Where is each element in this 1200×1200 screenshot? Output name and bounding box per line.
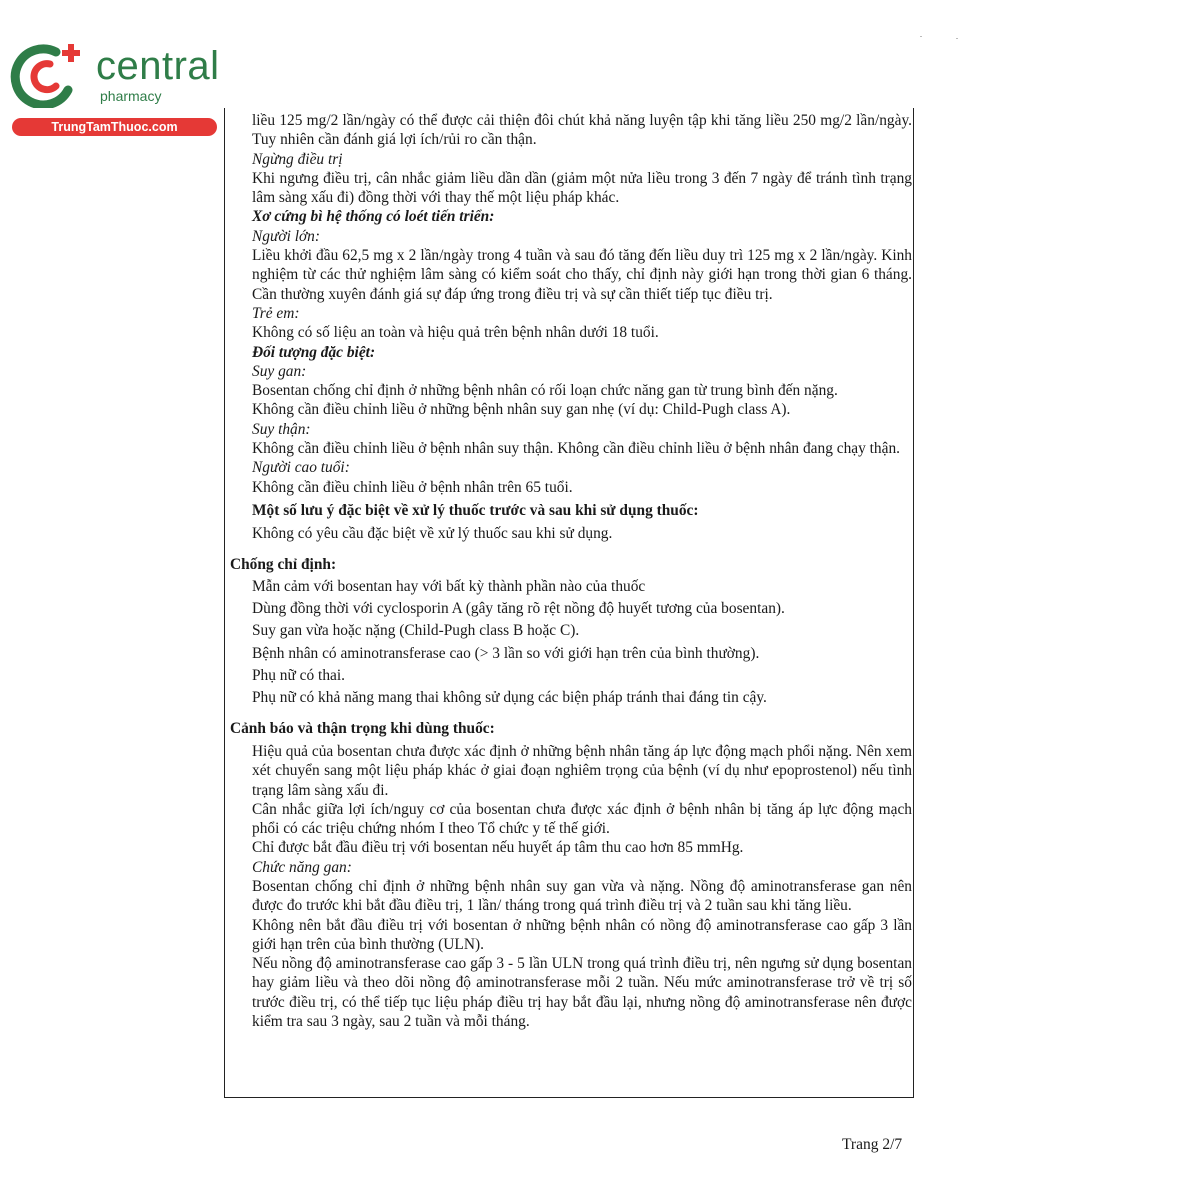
warning-text-2: Cân nhắc giữa lợi ích/nguy cơ của bosentan chưa được xác định ở bệnh nhân bị tăng áp lực động mạch phổi có các triệu chứng nhóm I theo Tổ chức y tế thế giới. (252, 800, 912, 838)
pharmacy-logo-icon (10, 40, 90, 108)
liver-function-text-3: Nếu nồng độ aminotransferase cao gấp 3 - 5 lần ULN trong quá trình điều trị, nên ngưng sử dụng bosentan hay giảm liều và theo dõi nồng độ aminotransferase mỗi 2 tuần. Nếu mức aminotransferase trở về trị số trước điều trị, có thể tiếp tục liệu pháp điều trị hay bắt đầu lại, nhưng nồng độ aminotransferase nên được kiểm tra sau 3 ngày, sau 2 tuần và mỗi tháng. (252, 955, 912, 1031)
elderly-text: Không cần điều chỉnh liều ở bệnh nhân trên 65 tuổi. (252, 478, 573, 496)
page-number: Trang 2/7 (842, 1136, 903, 1153)
brand-url-badge[interactable]: TrungTamThuoc.com (12, 118, 217, 136)
contraindication-item: Mẫn cảm với bosentan hay với bất kỳ thành phần nào của thuốc (252, 577, 646, 595)
warning-text-1: Hiệu quả của bosentan chưa được xác định ở những bệnh nhân tăng áp lực động mạch phổi nặng. Nên xem xét chuyển sang một liệu pháp khác ở giai đoạn nghiêm trọng của bệnh (ví dụ như epoprostenol) nếu tình trạng lâm sàng xấu đi. (252, 742, 912, 799)
scan-mark (920, 36, 922, 37)
document-body (230, 111, 912, 1031)
dosage-continued-text: liều 125 mg/2 lần/ngày có thể được cải thiện đôi chút khả năng luyện tập khi tăng liều 250 mg/2 lần/ngày. Tuy nhiên cần đánh giá lợi ích/rủi ro cần thận. (252, 112, 912, 149)
central-pharmacy-logo[interactable] (10, 38, 220, 138)
stop-treatment-text: Khi ngưng điều trị, cân nhắc giảm liều dần dần (giảm một nửa liều trong 3 đến 7 ngày để tránh tình trạng lâm sàng xấu đi) đồng thời với thay thế một liệu pháp khác. (252, 169, 912, 207)
hepatic-impairment-text-2: Không cần điều chỉnh liều ở những bệnh nhân suy gan nhẹ (ví dụ: Child-Pugh class A). (252, 401, 791, 419)
brand-name: central (96, 44, 220, 88)
liver-function-text-2: Không nên bắt đầu điều trị với bosentan ở những bệnh nhân có nồng độ aminotransferase cao gấp 3 lần giới hạn trên của bình thường (ULN). (252, 916, 912, 953)
contraindications-heading: Chống chỉ định: (230, 555, 337, 573)
contraindication-item: Dùng đồng thời với cyclosporin A (gây tăng rõ rệt nồng độ huyết tương của bosentan). (252, 600, 785, 618)
elderly-subheading: Người cao tuổi: (252, 459, 350, 477)
adults-dosage-text: Liều khởi đầu 62,5 mg x 2 lần/ngày trong 4 tuần và sau đó tăng đến liều duy trì 125 mg x 2 lần/ngày. Kinh nghiệm từ các thử nghiệm lâm sàng có kiểm soát cho thấy, chỉ định này giới hạn trong thời gian 6 tháng. Cần thường xuyên đánh giá sự đáp ứng trong điều trị và sự cần thiết tiếp tục điều trị. (252, 247, 912, 303)
renal-impairment-subheading: Suy thận: (252, 420, 311, 438)
children-text: Không có số liệu an toàn và hiệu quả trên bệnh nhân dưới 18 tuổi. (252, 324, 659, 342)
children-subheading: Trẻ em: (252, 304, 300, 322)
contraindication-item: Suy gan vừa hoặc nặng (Child-Pugh class B hoặc C). (252, 622, 580, 640)
warnings-heading: Cảnh báo và thận trọng khi dùng thuốc: (230, 719, 495, 737)
hepatic-impairment-text-1: Bosentan chống chỉ định ở những bệnh nhân có rối loạn chức năng gan từ trung bình đến nặng. (252, 382, 838, 400)
handling-text: Không có yêu cầu đặc biệt về xử lý thuốc sau khi sử dụng. (252, 525, 613, 543)
liver-function-subheading: Chức năng gan: (252, 858, 352, 876)
special-populations-heading: Đối tượng đặc biệt: (252, 343, 376, 361)
handling-heading: Một số lưu ý đặc biệt về xử lý thuốc trước và sau khi sử dụng thuốc: (252, 501, 699, 519)
renal-impairment-text: Không cần điều chỉnh liều ở bệnh nhân suy thận. Không cần điều chỉnh liều ở bệnh nhân đang chạy thận. (252, 440, 900, 458)
contraindication-item: Phụ nữ có thai. (252, 667, 345, 685)
liver-function-text-1: Bosentan chống chỉ định ở những bệnh nhân suy gan vừa và nặng. Nồng độ aminotransferase gan nên được đo trước khi bắt đầu điều trị, 1 lần/ tháng trong quá trình điều trị và 2 tuần sau khi tăng liều. (252, 877, 912, 915)
systemic-sclerosis-heading: Xơ cứng bì hệ thống có loét tiến triển: (252, 208, 495, 226)
brand-subtitle: pharmacy (100, 88, 162, 104)
adults-subheading: Người lớn: (252, 227, 321, 245)
contraindication-item: Bệnh nhân có aminotransferase cao (> 3 lần so với giới hạn trên của bình thường). (252, 644, 760, 662)
contraindication-item: Phụ nữ có khả năng mang thai không sử dụng các biện pháp tránh thai đáng tin cậy. (252, 689, 767, 707)
hepatic-impairment-subheading: Suy gan: (252, 362, 307, 380)
stop-treatment-subheading: Ngừng điều trị (252, 150, 343, 168)
scan-mark (956, 38, 958, 39)
warning-text-3: Chỉ được bắt đầu điều trị với bosentan nếu huyết áp tâm thu cao hơn 85 mmHg. (252, 839, 744, 857)
